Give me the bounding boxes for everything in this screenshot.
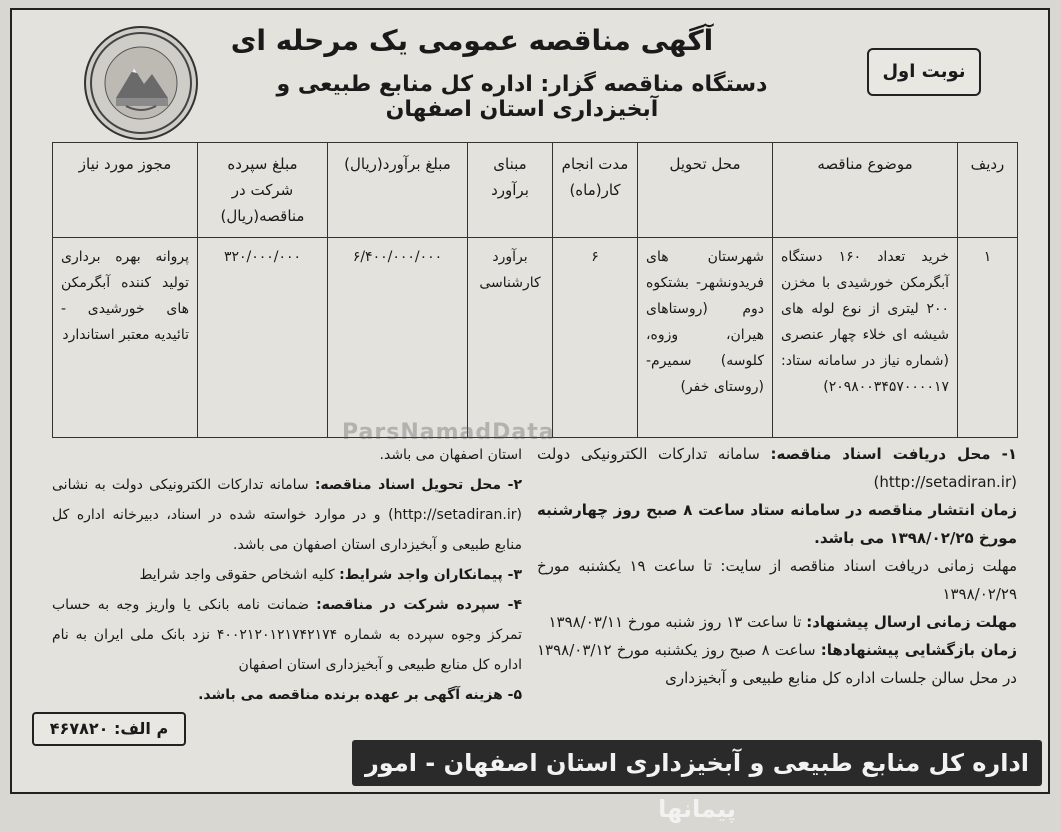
cell-location: شهرستان های فریدونشهر- بشتکوه دوم (روستاهای هیران، وزوه، کلوسه) سمیرم- (روستای خفر) [638, 238, 773, 438]
cell-basis: برآورد کارشناسی [468, 238, 553, 438]
header-deposit: مبلغ سپرده شرکت در مناقصه(ریال) [198, 143, 328, 238]
item3-text: کلیه اشخاص حقوقی واجد شرایط [139, 567, 335, 583]
turn-badge: نوبت اول [867, 48, 981, 96]
table-header-row [53, 143, 1018, 238]
publish-time: زمان انتشار مناقصه در سامانه ستاد ساعت ۸ صبح روز چهارشنبه مورخ ۱۳۹۸/۰۲/۲۵ می باشد. [537, 501, 1018, 547]
tender-issuer: دستگاه مناقصه گزار: اداره کل منابع طبیعی و آبخیزداری استان اصفهان [276, 72, 768, 122]
offer-deadline-text: تا ساعت ۱۳ روز شنبه مورخ ۱۳۹۸/۰۳/۱۱ [548, 613, 802, 631]
item3-label: ۳- پیمانکاران واجد شرایط: [339, 567, 522, 583]
item1-label: ۱- محل دریافت اسناد مناقصه: [770, 445, 1018, 463]
item1-tail: استان اصفهان می باشد. [379, 447, 522, 463]
offer-deadline-label: مهلت زمانی ارسال پیشنهاد: [806, 613, 1017, 631]
item2-label: ۲- محل تحویل اسناد مناقصه: [314, 477, 522, 493]
cell-subject: خرید تعداد ۱۶۰ دستگاه آبگرمکن خورشیدی با مخزن ۲۰۰ لیتری از نوع لوله های شیشه ای خلاء چهار عنصری (شماره نیاز در سامانه ستاد: ۲۰۹۸۰۰۳۴۵۷۰۰۰۰۱۷) [773, 238, 958, 438]
cell-deposit: ۳۲۰/۰۰۰/۰۰۰ [198, 238, 328, 438]
ad-code: م الف: ۴۶۷۸۲۰ [32, 712, 186, 746]
cell-estimate: ۶/۴۰۰/۰۰۰/۰۰۰ [328, 238, 468, 438]
docs-deadline: مهلت زمانی دریافت اسناد مناقصه از سایت: تا ساعت ۱۹ یکشنبه مورخ ۱۳۹۸/۰۲/۲۹ [537, 557, 1017, 603]
item5: ۵- هزینه آگهی بر عهده برنده مناقصه می باشد. [198, 687, 522, 703]
header-subject: موضوع مناقصه [773, 143, 958, 238]
item2-text: سامانه تدارکات الکترونیکی دولت به نشانی (http://setadiran.ir) و در موارد خواسته شده در اسناد، دبیرخانه اداره کل منابع طبیعی و آبخیزداری استان اصفهان می باشد. [52, 477, 522, 553]
header-basis: مبنای برآورد [468, 143, 553, 238]
header-estimate: مبلغ برآورد(ریال) [328, 143, 468, 238]
item4-text: ضمانت نامه بانکی یا واریز وجه به حساب تمرکز وجوه سپرده به شماره ۴۰۰۲۱۲۰۱۲۱۷۴۲۱۷۴ نزد بانک ملی ایران به نام اداره کل منابع طبیعی و آبخیزداری استان اصفهان [52, 597, 522, 673]
cell-permit: پروانه بهره برداری تولید کننده آبگرمکن های خورشیدی - تائیدیه معتبر استاندارد [53, 238, 198, 438]
table-row [53, 238, 1018, 438]
header-duration: مدت انجام کار(ماه) [553, 143, 638, 238]
watermark: ParsNamadData [342, 420, 555, 445]
opening-label: زمان بازگشایی پیشنهادها: [820, 641, 1017, 659]
cell-duration: ۶ [553, 238, 638, 438]
notice-left-column [52, 440, 522, 710]
notice-title: آگهی مناقصه عمومی یک مرحله ای [230, 24, 714, 57]
notice-body [52, 440, 1017, 730]
header-location: محل تحویل [638, 143, 773, 238]
item1-text: سامانه تدارکات الکترونیکی دولت (http://setadiran.ir) [537, 445, 1017, 491]
opening-text: ساعت ۸ صبح روز یکشنبه مورخ ۱۳۹۸/۰۳/۱۲ در محل سالن جلسات اداره کل منابع طبیعی و آبخیزداری [537, 641, 1017, 687]
footer-banner: اداره کل منابع طبیعی و آبخیزداری استان اصفهان - امور پیمانها [352, 740, 1042, 786]
header-row-index: ردیف [958, 143, 1018, 238]
tender-table [52, 142, 1018, 438]
item4-label: ۴- سپرده شرکت در مناقصه: [316, 597, 523, 613]
organization-logo [84, 26, 198, 140]
cell-row-index: ۱ [958, 238, 1018, 438]
header-permit: مجوز مورد نیاز [53, 143, 198, 238]
notice-right-column [537, 440, 1017, 692]
tender-notice [10, 8, 1050, 823]
